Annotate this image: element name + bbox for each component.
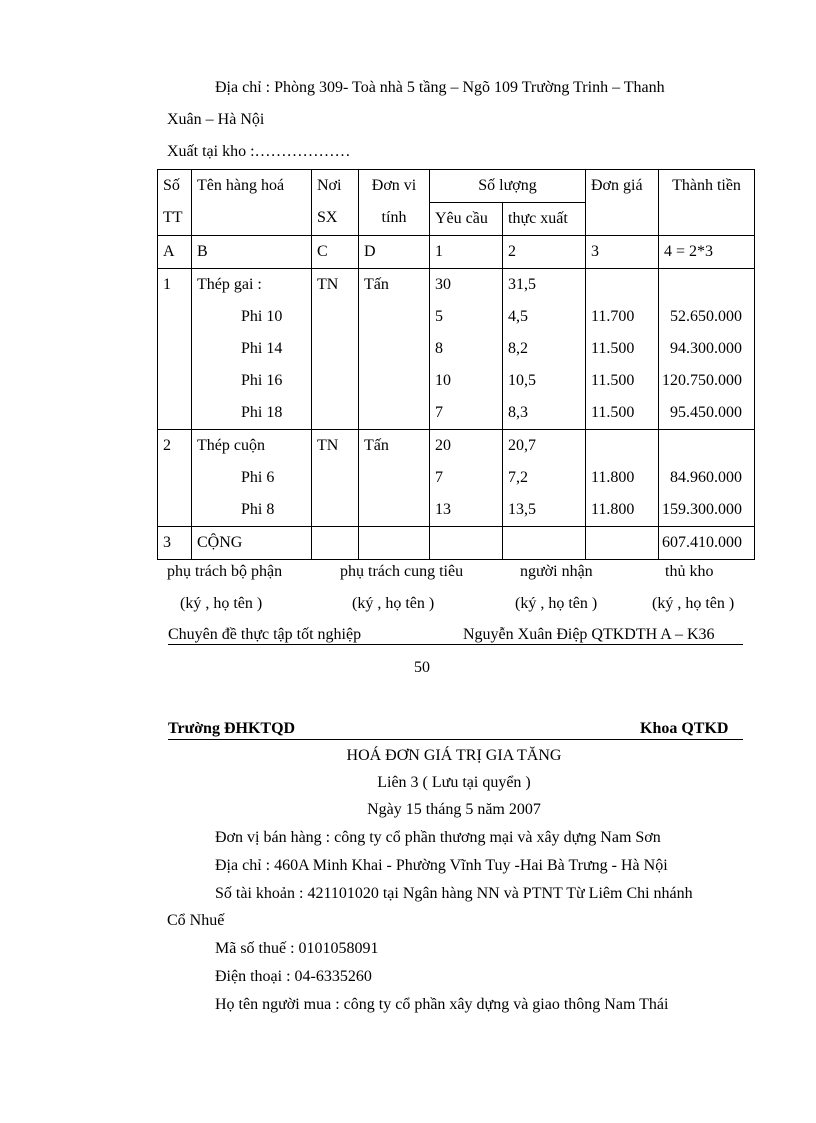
origin-cell: TN [312,430,359,527]
table-row-group-1 [158,269,755,430]
header-stt: Số TT [158,170,192,236]
table-row-group-2 [158,430,755,527]
header-faculty: Khoa QTKD [640,720,729,737]
signature-role: thủ kho [665,563,714,580]
signature-role: người nhận [520,563,593,580]
buyer-line: Họ tên người mua : công ty cổ phần xây dựng và giao thông Nam Thái [215,996,669,1013]
header-price: Đơn giá [586,170,659,236]
qty-req-cell: 30 5 8 10 7 [430,269,503,430]
account-line-2: Cổ Nhuế [167,912,225,929]
phone: Điện thoại : 04-6335260 [215,968,372,985]
code-cell: A [158,236,192,269]
signature-line: (ký , họ tên ) [652,595,735,612]
signature-line: (ký , họ tên ) [515,595,598,612]
qty-req-cell: 20 7 13 [430,430,503,527]
code-cell: B [192,236,312,269]
stt-cell: 2 [158,430,192,527]
stt-cell: 1 [158,269,192,430]
seller-address: Địa chỉ : 460A Minh Khai - Phường Vĩnh Tuy -Hai Bà Trưng - Hà Nội [215,857,668,874]
header-rule [168,739,743,740]
code-cell: C [312,236,359,269]
price-cell: 11.800 11.800 [586,430,659,527]
qty-act-cell: 31,5 4,5 8,2 10,5 8,3 [503,269,586,430]
header-total: Thành tiền [659,170,755,236]
sum-label: CỘNG [192,527,312,560]
name-cell: Thép cuộn Phi 6 Phi 8 [192,430,312,527]
invoice-copy: Liên 3 ( Lưu tại quyển ) [377,774,531,791]
unit-cell: Tấn [359,269,430,430]
header-qty-req: Yêu cầu [430,203,503,236]
table-header-row [158,170,755,203]
code-cell: D [359,236,430,269]
footer-left: Chuyên đề thực tập tốt nghiệp [168,626,362,643]
header-origin: Nơi SX [312,170,359,236]
signature-line: (ký , họ tên ) [352,595,435,612]
address-line-2: Xuân – Hà Nội [167,111,265,128]
code-row [158,236,755,269]
warehouse-line: Xuất tại kho :……………… [167,143,351,160]
tax-code: Mã số thuế : 0101058091 [215,940,379,957]
account-line-1: Số tài khoản : 421101020 tại Ngân hàng NN và PTNT Từ Liêm Chi nhánh [215,885,693,902]
footer-rule [168,644,743,645]
name-cell: Thép gai : Phi 10 Phi 14 Phi 16 Phi 18 [192,269,312,430]
signature-role: phụ trách cung tiêu [340,563,464,580]
header-qty-act: thực xuất [503,203,586,236]
header-school: Trường ĐHKTQD [168,720,296,737]
header-qty: Số lượng [430,170,586,203]
code-cell: 3 [586,236,659,269]
sum-total: 607.410.000 [659,527,755,560]
signature-line: (ký , họ tên ) [180,595,263,612]
qty-act-cell: 20,7 7,2 13,5 [503,430,586,527]
footer-right: Nguyễn Xuân Điệp QTKDTH A – K36 [463,626,715,643]
address-line-1: Địa chỉ : Phòng 309- Toà nhà 5 tầng – Ngõ 109 Trường Trinh – Thanh [215,79,665,96]
price-cell: 11.700 11.500 11.500 11.500 [586,269,659,430]
header-name: Tên hàng hoá [192,170,312,236]
invoice-title: HOÁ ĐƠN GIÁ TRỊ GIA TĂNG [346,747,562,764]
code-cell: 4 = 2*3 [659,236,755,269]
unit-cell: Tấn [359,430,430,527]
seller-line: Đơn vị bán hàng : công ty cổ phần thương mại và xây dựng Nam Sơn [215,829,661,846]
code-cell: 1 [430,236,503,269]
goods-table [157,169,755,560]
table-sum-row [158,527,755,560]
code-cell: 2 [503,236,586,269]
page-number: 50 [414,659,430,676]
header-unit: Đơn vi tính [359,170,430,236]
invoice-date: Ngày 15 tháng 5 năm 2007 [367,801,541,818]
total-cell: 52.650.000 94.300.000 120.750.000 95.450.000 [659,269,755,430]
total-cell: 84.960.000 159.300.000 [659,430,755,527]
origin-cell: TN [312,269,359,430]
sum-stt: 3 [158,527,192,560]
signature-role: phụ trách bộ phận [167,563,283,580]
